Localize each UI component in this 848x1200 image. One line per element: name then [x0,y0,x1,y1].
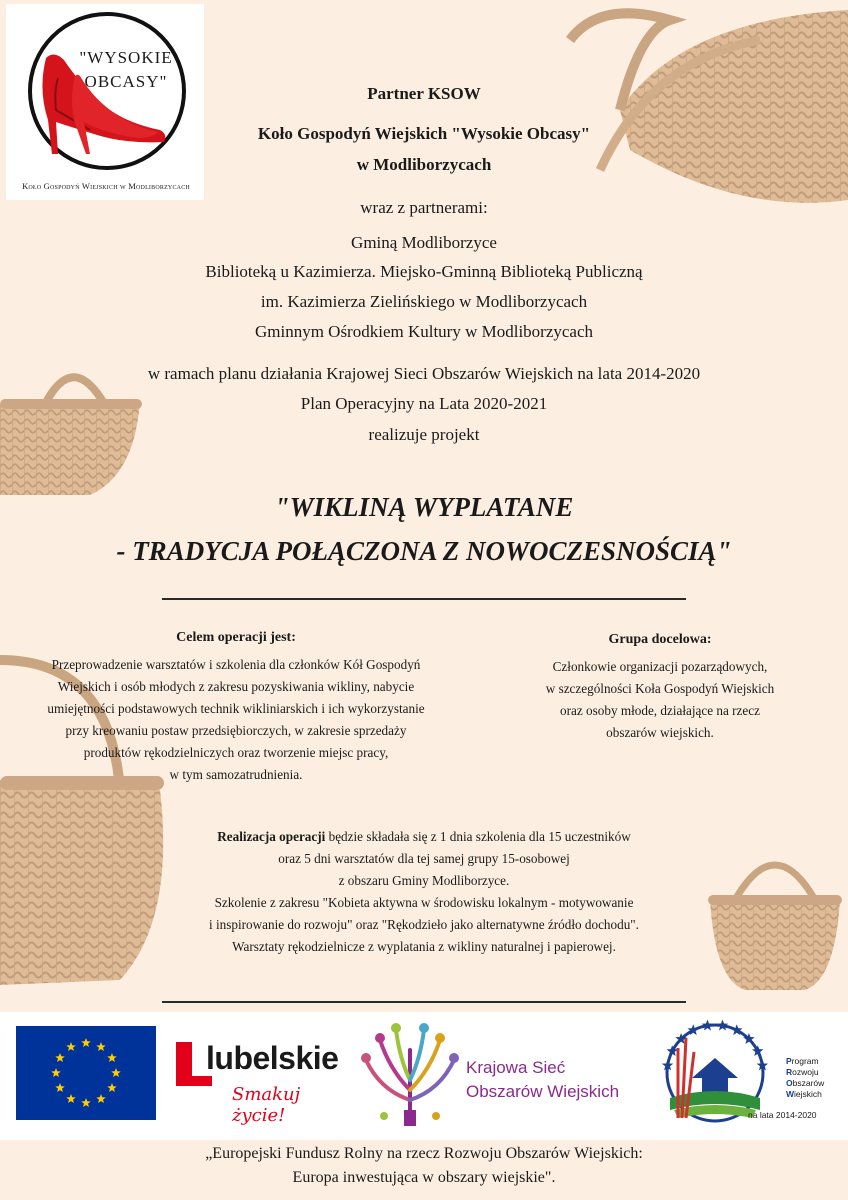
framework-line: realizuje projekt [368,425,480,444]
target-heading: Grupa docelowa: [608,632,712,647]
with-partners-label: wraz z partnerami: [360,198,488,217]
target-line: Członkowie organizacji pozarządowych, [552,659,768,674]
prow-line4 [786,1089,824,1100]
ksow-tree-icon [360,1020,460,1130]
realization-line [130,826,718,848]
prow-line4-rest: iejskich [794,1089,822,1099]
divider [162,598,686,600]
ksow-line1: Krajowa Sieć [466,1058,566,1077]
prow-line2-initial: R [786,1067,793,1077]
basket-bottom-right-icon [705,840,845,1000]
lubelskie-slogan: Smakuj życie! [232,1084,301,1126]
realization-line: Warsztaty rękodzielnicze z wyplatania z wikliny naturalnej i papierowej. [232,939,616,954]
prow-text [786,1056,824,1100]
prow-line3 [786,1078,824,1089]
framework-line: w ramach planu działania Krajowej Sieci Obszarów Wiejskich na lata 2014-2020 [147,364,701,383]
org-name-line2: w Modliborzycach [356,155,492,174]
footer-text [0,1142,848,1190]
prow-line3-rest: bszarów [792,1078,825,1088]
partner-item: im. Kazimierza Zielińskiego w Modliborzycach [260,292,588,311]
target-line: w szczególności Koła Gospodyń Wiejskich [545,681,775,696]
realization-line1-rest: będzie składała się z 1 dnia szkolenia dla 15 uczestników [325,829,631,844]
prow-years: na lata 2014-2020 [748,1110,817,1120]
realization-line: oraz 5 dni warsztatów dla tej samej grupy 15-osobowej [278,851,570,866]
goal-line: produktów rękodzielniczych oraz tworzenie miejsc pracy, [83,745,389,760]
prow-line1-initial: P [786,1056,792,1066]
partner-label: Partner KSOW [367,84,481,103]
prow-line3-initial: O [786,1078,793,1088]
kgw-logo-line1: "WYSOKIE [79,48,173,67]
project-title-line1: "WIKLINĄ WYPLATANE [274,492,574,522]
goal-text [6,654,466,786]
footer-line1: „Europejski Fundusz Rolny na rzecz Rozwoju Obszarów Wiejskich: [205,1145,643,1162]
partner-item: Gminą Modliborzyce [351,233,497,252]
lubelskie-l-foot-icon [176,1076,212,1086]
goal-line: przy kreowaniu postaw przedsiębiorczych, w zakresie sprzedaży [65,723,407,738]
project-title-line2: - TRADYCJA POŁĄCZONA Z NOWOCZESNOŚCIĄ" [116,536,732,566]
logos-strip [0,1012,848,1140]
org-name-line1: Koło Gospodyń Wiejskich "Wysokie Obcasy" [257,124,591,143]
target-text [500,656,820,744]
divider [162,1001,686,1003]
goal-line: Wiejskich i osób młodych z zakresu pozyskiwania wikliny, nabycie [57,679,415,694]
kgw-logo-line2: OBCASY" [84,72,168,91]
realization-lead: Realizacja operacji [217,829,326,844]
goal-heading: Celem operacji jest: [176,630,296,645]
goal-line: w tym samozatrudnienia. [169,767,303,782]
ksow-line2: Obszarów Wiejskich [466,1082,620,1101]
realization-line: i inspirowanie do rozwoju" oraz "Rękodzieło jako alternatywne źródło dochodu". [209,917,639,932]
goal-line: Przeprowadzenie warsztatów i szkolenia dla członków Kół Gospodyń [51,657,421,672]
realization-text [130,826,718,958]
footer-line2: Europa inwestująca w obszary wiejskie". [292,1169,556,1186]
framework-line: Plan Operacyjny na Lata 2020-2021 [300,394,548,413]
realization-line: z obszaru Gminy Modliborzyce. [338,873,510,888]
target-line: obszarów wiejskich. [606,725,714,740]
prow-line1-rest: rogram [791,1056,819,1066]
ksow-text [466,1056,619,1104]
lubelskie-name: lubelskie [206,1040,339,1076]
partner-item: Gminnym Ośrodkiem Kultury w Modliborzycach [254,322,594,341]
prow-line2 [786,1067,824,1078]
partner-item: Biblioteką u Kazimierza. Miejsko-Gminną Biblioteką Publiczną [205,262,643,281]
realization-line: Szkolenie z zakresu "Kobieta aktywna w środowisku lokalnym - motywowanie [214,895,634,910]
eu-flag-icon [16,1026,156,1120]
prow-line4-initial: W [786,1089,795,1099]
prow-line1 [786,1056,824,1067]
target-line: oraz osoby młode, działające na rzecz [560,703,760,718]
goal-line: umiejętności podstawowych technik wikliniarskich i ich wykorzystanie [47,701,425,716]
kgw-logo-subtitle: Koło Gospodyń Wiejskich w Modliborzycach [22,181,190,191]
prow-line2-rest: ozwoju [792,1067,819,1077]
lubelskie-logo [176,1040,346,1126]
